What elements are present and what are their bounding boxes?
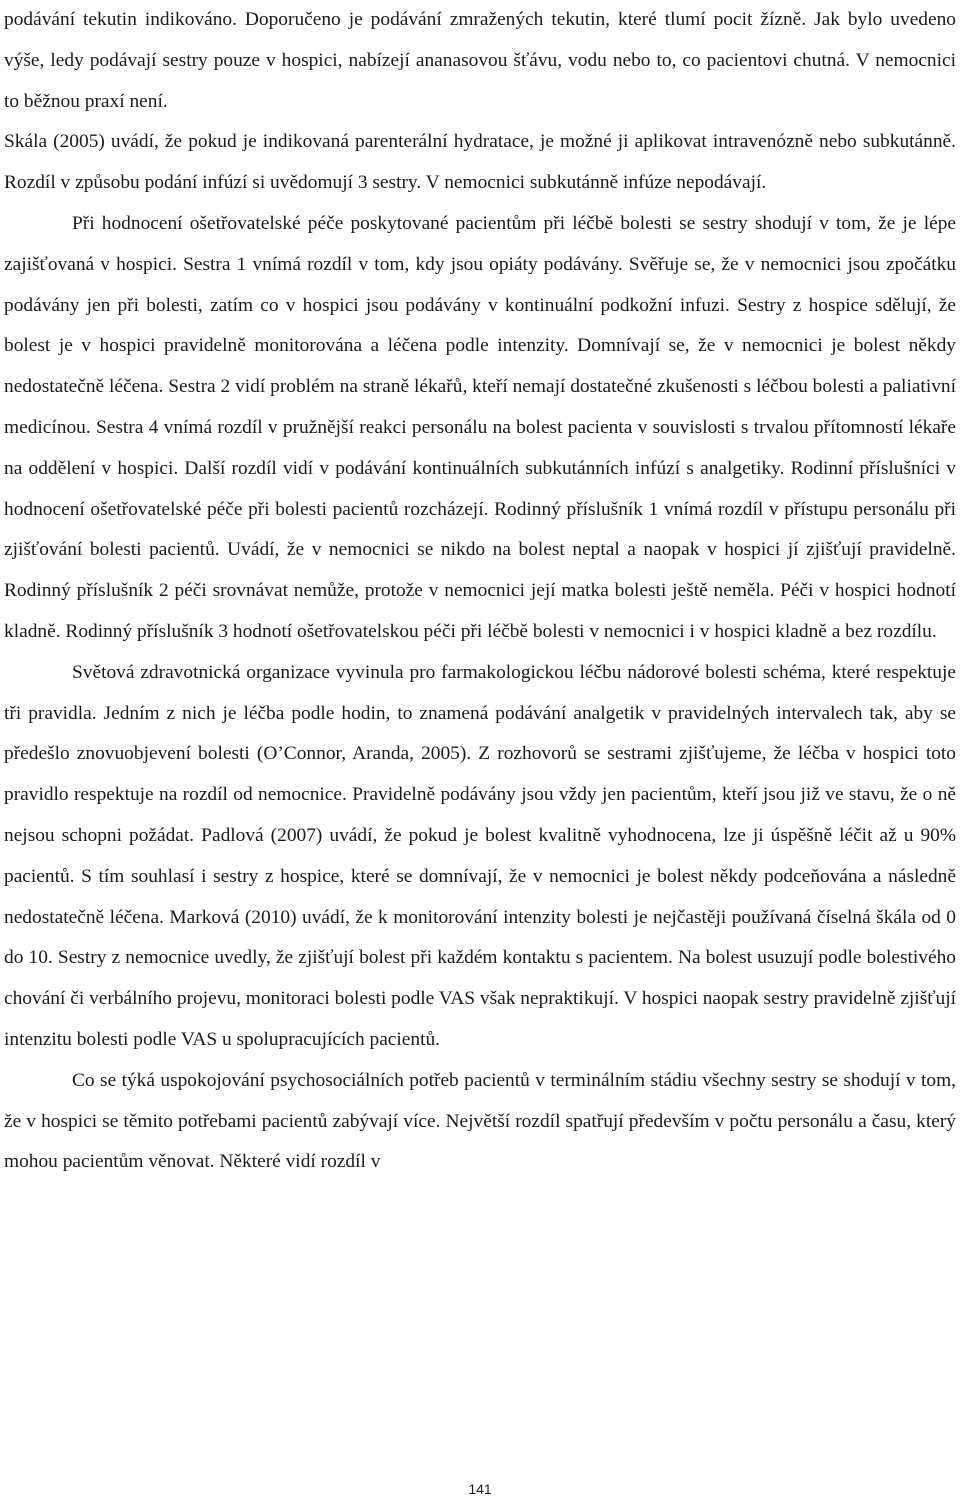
paragraph-pain-care-evaluation: Při hodnocení ošetřovatelské péče poskytované pacientům při léčbě bolesti se sestry shodují v tom, že je lépe zajišťovaná v hospici. Sestra 1 vnímá rozdíl v tom, kdy jsou opiáty podávány. Svěřuje se, že v nemocnici jsou zpočátku podávány jen při bolesti, zatím co v hospici jsou podávány v kontinuální podkožní infuzi. Sestry z hospice sdělují, že bolest je v hospici pravidelně monitorována a léčena podle intenzity. Domnívají se, že v nemocnici je bolest někdy nedostatečně léčena. Sestra 2 vidí problém na straně lékařů, kteří nemají dostatečné zkušenosti s léčbou bolesti a paliativní medicínou. Sestra 4 vnímá rozdíl v pružnější reakci personálu na bolest pacienta v souvislosti s trvalou přítomností lékaře na oddělení v hospici. Další rozdíl vidí v podávání kontinuálních subkutánních infúzí s analgetiky. Rodinní příslušníci v hodnocení ošetřovatelské péče při bolesti pacientů rozcházejí. Rodinný příslušník 1 vnímá rozdíl v přístupu personálu při zjišťování bolesti pacientů. Uvádí, že v nemocnici se nikdo na bolest neptal a naopak v hospici jí zjišťují pravidelně. Rodinný příslušník 2 péči srovnávat nemůže, protože v nemocnici její matka bolesti ještě neměla. Péči v hospici hodnotí kladně. Rodinný příslušník 3 hodnotí ošetřovatelskou péči při léčbě bolesti v nemocnici i v hospici kladně a bez rozdílu. bbox=[4, 212, 956, 642]
paragraph-psychosocial-needs: Co se týká uspokojování psychosociálních potřeb pacientů v terminálním stádiu všechny sestry se shodují v tom, že v hospici se těmito potřebami pacientů zabývají více. Největší rozdíl spatřují především v počtu personálu a času, který mohou pacientům věnovat. Některé vidí rozdíl v bbox=[4, 1069, 956, 1173]
page-number: 141 bbox=[468, 1481, 492, 1497]
paragraph-who-pain-schema: Světová zdravotnická organizace vyvinula pro farmakologickou léčbu nádorové bolesti schéma, které respektuje tři pravidla. Jedním z nich je léčba podle hodin, to znamená podávání analgetik v pravidelných intervalech tak, aby se předešlo znovuobjevení bolesti (O’Connor, Aranda, 2005). Z rozhovorů se sestrami zjišťujeme, že léčba v hospici toto pravidlo respektuje na rozdíl od nemocnice. Pravidelně podávány jsou vždy jen pacientům, kteří jsou již ve stavu, že o ně nejsou schopni požádat. Padlová (2007) uvádí, že pokud je bolest kvalitně vyhodnocena, lze ji úspěšně léčit až u 90% pacientů. S tím souhlasí i sestry z hospice, které se domnívají, že v nemocnici je bolest někdy podceňována a následně nedostatečně léčena. Marková (2010) uvádí, že k monitorování intenzity bolesti je nejčastěji používaná číselná škála od 0 do 10. Sestry z nemocnice uvedly, že zjišťují bolest při každém kontaktu s pacientem. Na bolest usuzují podle bolestivého chování či verbálního projevu, monitoraci bolesti podle VAS však nepraktikují. V hospici naopak sestry pravidelně zjišťují intenzitu bolesti podle VAS u spolupracujících pacientů. bbox=[4, 661, 956, 1050]
paragraph-parenteral-hydration: Skála (2005) uvádí, že pokud je indikovaná parenterální hydratace, je možné ji aplikovat intravenózně nebo subkutánně. Rozdíl v způsobu podání infúzí si uvědomují 3 sestry. V nemocnici subkutánně infúze nepodávají. bbox=[4, 131, 956, 194]
paragraph-hydration-continued: podávání tekutin indikováno. Doporučeno je podávání zmražených tekutin, které tlumí pocit žízně. Jak bylo uvedeno výše, ledy podávají sestry pouze v hospici, nabízejí ananasovou šťávu, vodu nebo to, co pacientovi chutná. V nemocnici to běžnou praxí není. bbox=[4, 9, 956, 112]
document-page bbox=[4, 0, 956, 1183]
